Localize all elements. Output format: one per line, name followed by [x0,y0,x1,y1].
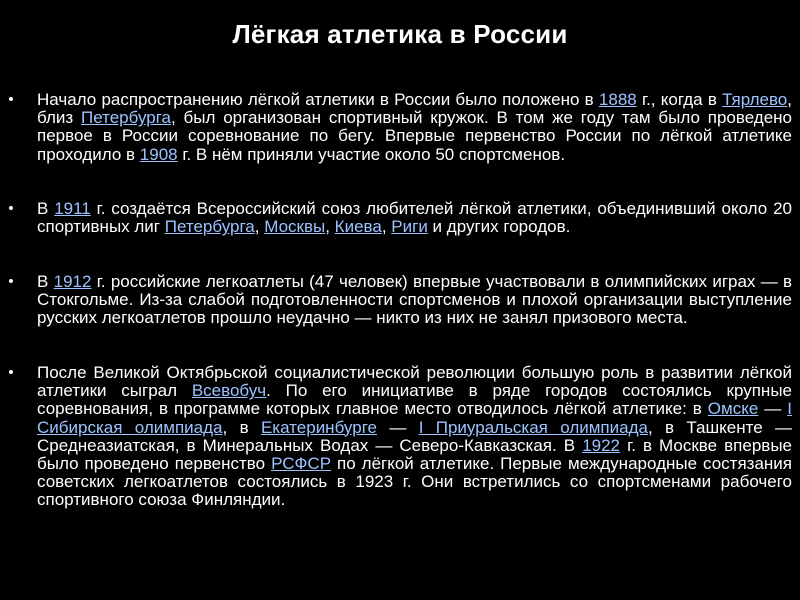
link[interactable]: 1908 [139,144,178,164]
bullet-text: г., когда в [636,90,723,109]
bullet-text: После Великой Октябрьской социалистической революции большую роль в развитии лёгкой атлетики сыграл [37,363,792,401]
bullet-text: г. В нём приняли участие около 50 спортсменов. [177,144,566,164]
slide-title: Лёгкая атлетика в России [232,19,568,49]
link[interactable]: Москвы [264,217,326,237]
bullet-dot-icon: • [8,273,14,290]
bullet-text: Начало распространению лёгкой атлетики в России было положено в [37,90,599,109]
bullet-text: г. создаётся Всероссийский союз любителей лёгкой атлетики, объединивший около 20 спортивных лиг [37,199,792,237]
link[interactable]: 1922 [582,435,621,455]
bullet-text: и других городов. [427,217,571,237]
link[interactable]: Екатеринбурге [260,417,377,437]
link[interactable]: 1912 [53,272,92,291]
link[interactable]: I Сибирская олимпиада [37,399,792,437]
bullet-text: г. российские легкоатлеты (47 человек) впервые участвовали в олимпийских играх — в Стокгольме. Из-за слабой подготовленности спортсменов и плохой организации выступление русских легкоатлетов прошло неудачно — никто из них не занял призового места. [37,272,792,328]
bullet-list [0,91,800,510]
bullet-text: , [325,217,335,237]
link[interactable]: Омске [707,399,759,419]
link[interactable]: 1888 [598,90,637,109]
bullet-text: по лёгкой атлетике. Первые международные состязания советских легкоатлетов состоялись в 1923 г. Они встретились со спортсменами рабочего спортивного союза Финляндии. [37,454,792,510]
link[interactable]: Петербурга [164,217,255,237]
link[interactable]: Киева [334,217,382,237]
bullet-text: . По его инициативе в ряде городов состоялись крупные соревнования, в программе которых главное место отводилось лёгкой атлетике: в [37,381,792,419]
link[interactable]: Тярлево [722,90,788,109]
bullet-text: , в [222,417,261,437]
bullet-text: В [37,272,54,291]
bullet-dot-icon: • [8,200,14,218]
link[interactable]: Петербурга [80,108,172,128]
bullet-item [0,364,800,510]
bullet-text: , близ [37,90,792,128]
link[interactable]: Риги [391,217,428,237]
bullet-dot-icon: • [8,364,14,381]
bullet-text: , [381,217,392,237]
link[interactable]: Всевобуч [191,381,267,401]
link[interactable]: 1911 [54,199,91,219]
link[interactable]: I Приуральская олимпиада [418,417,648,437]
bullet-text: — [758,399,788,419]
link[interactable]: РСФСР [271,454,332,474]
bullet-item [0,273,800,328]
bullet-text: В [37,199,55,219]
bullet-item [0,91,800,164]
bullet-dot-icon: • [8,91,14,108]
bullet-text: , [254,217,265,237]
bullet-text: г. в Москве впервые было проведено первенство [37,435,792,474]
bullet-text: , в Ташкенте — Среднеазиатская, в Минеральных Водах — Северо-Кавказская. В [37,417,792,455]
bullet-item [0,200,800,236]
bullet-text: , был организован спортивный кружок. В том же году там было проведено первое в России соревнование по бегу. Впервые первенство России по лёгкой атлетике проходило в [37,108,792,164]
bullet-text: — [376,417,419,437]
